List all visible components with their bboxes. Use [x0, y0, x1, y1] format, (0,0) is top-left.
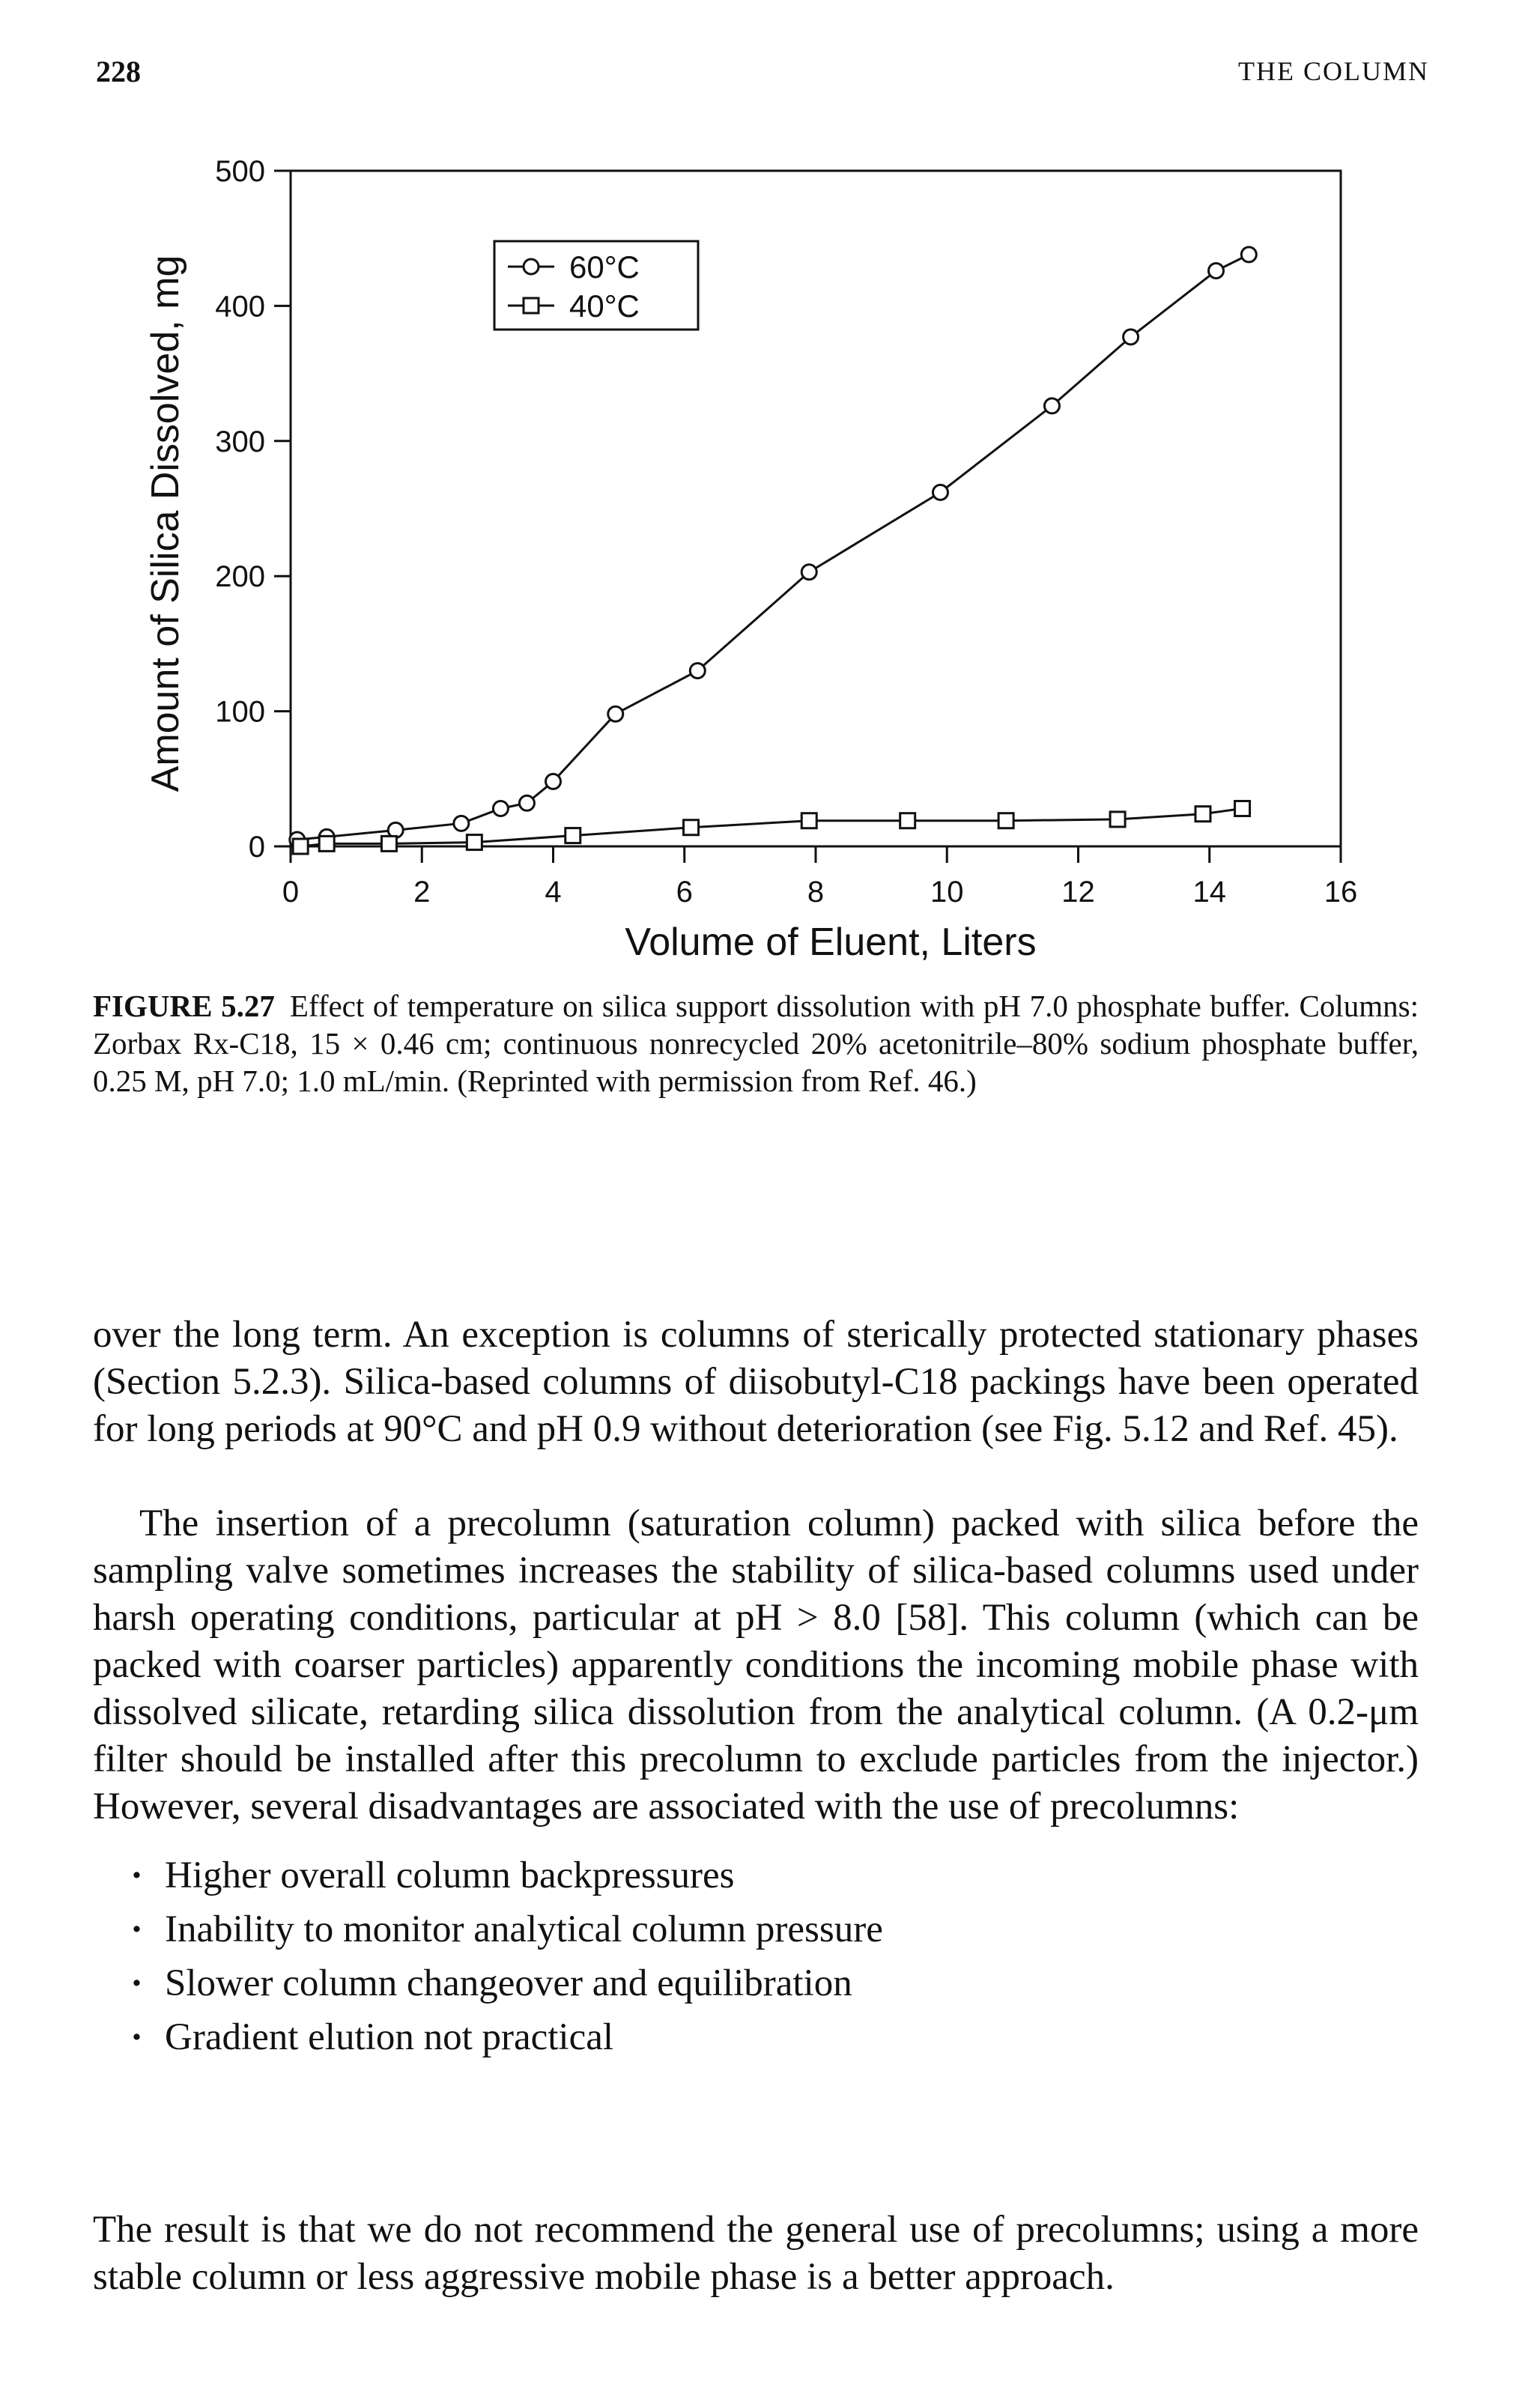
- list-item: · Slower column changeover and equilibration: [130, 1956, 883, 2010]
- data-point: [1124, 330, 1139, 345]
- data-point: [933, 485, 948, 500]
- data-point: [1195, 807, 1210, 822]
- legend-marker: [524, 259, 539, 274]
- data-point: [1241, 247, 1256, 262]
- body-paragraph-1: over the long term. An exception is columns of sterically protected stationary phases (Section 5.2.3). Silica-based columns of diisobutyl-C18 packings have been operated for long periods at 90°C and pH 0.9 without deterioration (see Fig. 5.12 and Ref. 45).: [93, 1314, 1419, 1450]
- y-tick-label: 500: [215, 155, 265, 188]
- series-line-1: [297, 255, 1249, 840]
- y-axis-label: Amount of Silica Dissolved, mg: [144, 255, 187, 792]
- legend-label: 60°C: [569, 249, 640, 285]
- y-tick-label: 400: [215, 290, 265, 324]
- x-tick-label: 8: [807, 876, 825, 909]
- list-item: · Inability to monitor analytical column pressure: [130, 1902, 883, 1956]
- data-point: [454, 816, 469, 831]
- data-point: [1110, 812, 1125, 827]
- series-line-2: [300, 808, 1242, 846]
- x-axis-label: Volume of Eluent, Liters: [625, 921, 1037, 964]
- list-item: · Gradient elution not practical: [130, 2010, 883, 2064]
- conclusion-paragraph: The result is that we do not recommend the general use of precolumns; using a more stable column or less aggressive mobile phase is a better approach.: [93, 2209, 1419, 2298]
- data-point: [293, 839, 308, 854]
- legend-label: 40°C: [569, 288, 640, 324]
- data-point: [801, 813, 816, 828]
- data-point: [608, 706, 623, 721]
- x-tick-label: 6: [676, 876, 693, 909]
- x-tick-label: 0: [282, 876, 300, 909]
- data-point: [319, 836, 334, 851]
- caption-text: Effect of temperature on silica support dissolution with pH 7.0 phosphate buffer. Columns: Zorbax Rx-C18, 15 × 0.46 cm; continuous nonrecycled 20% acetonitrile–80% sodium phosphate buffer, 0.25 M, pH 7.0; 1.0 mL/min. (Reprinted with permission from Ref. 46.): [93, 989, 1419, 1098]
- x-tick-label: 12: [1061, 876, 1095, 909]
- silica-dissolution-chart: [0, 0, 1534, 974]
- data-point: [1209, 263, 1224, 278]
- x-tick-label: 4: [545, 876, 562, 909]
- legend-marker: [524, 298, 539, 313]
- page-number: 228: [96, 55, 141, 88]
- data-point: [381, 836, 396, 851]
- data-point: [900, 813, 915, 828]
- data-point: [690, 663, 705, 678]
- running-head: THE COLUMN: [1238, 56, 1429, 86]
- data-point: [1044, 398, 1059, 413]
- disadvantages-list: [130, 1849, 883, 2064]
- figure-5-27: [0, 0, 1534, 974]
- figure-label: FIGURE 5.27: [93, 989, 275, 1023]
- figure-caption: [93, 987, 1419, 1100]
- y-tick-label: 0: [248, 831, 265, 864]
- x-tick-label: 2: [413, 876, 431, 909]
- data-point: [1235, 801, 1250, 816]
- data-point: [998, 813, 1013, 828]
- y-tick-label: 300: [215, 425, 265, 458]
- data-point: [566, 828, 580, 843]
- x-tick-label: 10: [930, 876, 964, 909]
- list-item: · Higher overall column backpressures: [130, 1849, 883, 1902]
- data-point: [684, 820, 699, 835]
- data-point: [801, 565, 816, 580]
- plot-frame: [291, 171, 1341, 846]
- y-tick-label: 200: [215, 560, 265, 594]
- y-tick-label: 100: [215, 695, 265, 729]
- data-point: [546, 774, 561, 789]
- data-point: [493, 801, 508, 816]
- data-point: [467, 835, 482, 850]
- data-point: [519, 795, 534, 810]
- x-tick-label: 16: [1324, 876, 1358, 909]
- body-paragraph-2: The insertion of a precolumn (saturation column) packed with silica before the sampling valve sometimes increases the stability of silica-based columns used under harsh operating conditions, particular at pH > 8.0 [58]. This column (which can be packed with coarser particles) apparently conditions the incoming mobile phase with dissolved silicate, retarding silica dissolution from the analytical column. (A 0.2-μm filter should be installed after this precolumn to exclude particles from the injector.) However, several disadvantages are associated with the use of precolumns:: [93, 1502, 1419, 1828]
- x-tick-label: 14: [1192, 876, 1226, 909]
